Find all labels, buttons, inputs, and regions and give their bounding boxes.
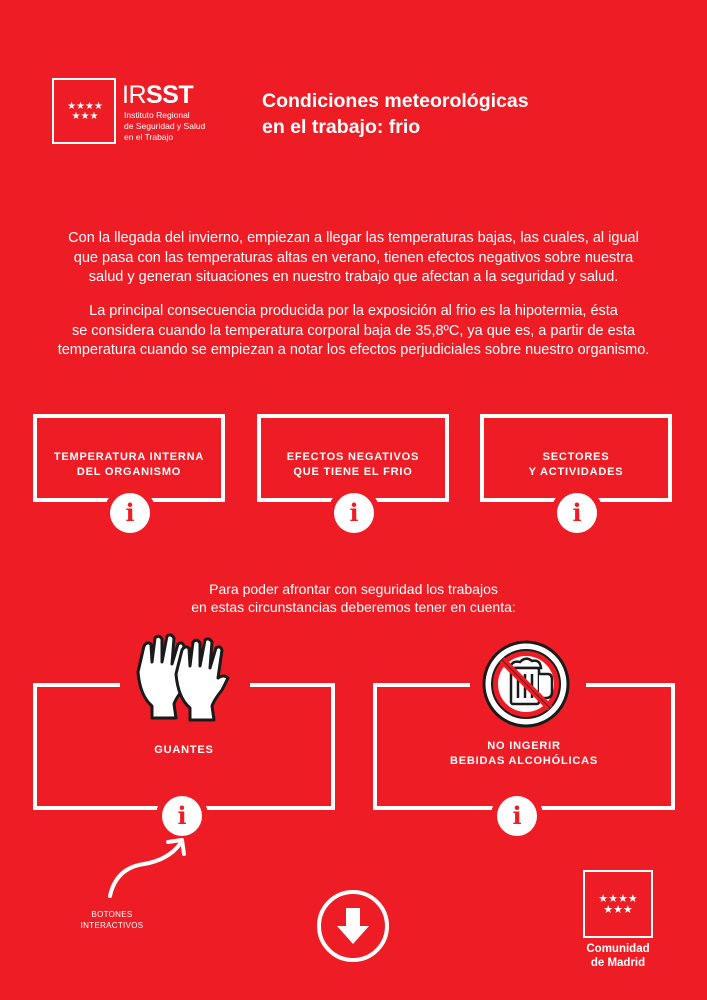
info-box-sectores[interactable] — [480, 414, 672, 502]
advice-intro: Para poder afrontar con seguridad los trabajos en estas circunstancias deberemos tener en cuenta: — [191, 581, 516, 615]
gloves-icon — [130, 632, 234, 724]
logo-stars: ★★★★ ★★★ — [67, 101, 103, 122]
brand-name: IRSST — [122, 81, 194, 109]
no-alcohol-icon — [480, 638, 572, 730]
info-icon[interactable]: i — [110, 493, 150, 533]
page-title: Condiciones meteorológicas en el trabajo: frio — [262, 90, 529, 138]
intro-paragraph-1: Con la llegada del invierno, empiezan a llegar las temperaturas bajas, las cuales, al igual que pasa con las temperaturas altas en verano, tienen efectos negativos sobre nuestra salud y generan situaciones en nuestro trabajo que afectan a la seguridad y salud. — [68, 230, 639, 285]
logo-stars: ★★★★ ★★★ — [598, 893, 638, 916]
arrow-down-icon — [321, 894, 385, 958]
info-icon[interactable]: i — [557, 493, 597, 533]
comunidad-madrid-logo — [583, 870, 653, 938]
info-box-label: TEMPERATURA INTERNA DEL ORGANISMO — [53, 451, 205, 478]
info-icon[interactable]: i — [334, 493, 374, 533]
info-box-label: SECTORES Y ACTIVIDADES — [528, 451, 624, 478]
intro-paragraph-2: La principal consecuencia producida por la exposición al frio es la hipotermia, ésta se considera cuando la temperatura corporal baja de 35,8ºC, ya que es, a partir de esta temperatura cuando se empiezan a notar los efectos perjudiciales sobre nuestro organismo. — [57, 303, 650, 358]
scroll-down-button[interactable] — [317, 890, 389, 962]
irsst-logo — [52, 78, 116, 144]
info-box-efectos[interactable] — [257, 414, 449, 502]
info-icon[interactable]: i — [497, 796, 537, 836]
info-icon[interactable]: i — [162, 796, 202, 836]
brand-subtitle: Instituto Regional de Seguridad y Salud en el Trabajo — [124, 110, 206, 142]
advice-box-label: NO INGERIR BEBIDAS ALCOHÓLICAS — [449, 740, 599, 767]
buttons-note: BOTONES INTERACTIVOS — [80, 910, 144, 930]
advice-box-label: GUANTES — [154, 744, 214, 756]
comunidad-madrid-text: Comunidad de Madrid — [586, 943, 650, 969]
curved-arrow-icon — [104, 834, 196, 902]
info-box-label: EFECTOS NEGATIVOS QUE TIENE EL FRIO — [286, 451, 420, 478]
info-box-temperatura[interactable] — [33, 414, 225, 502]
